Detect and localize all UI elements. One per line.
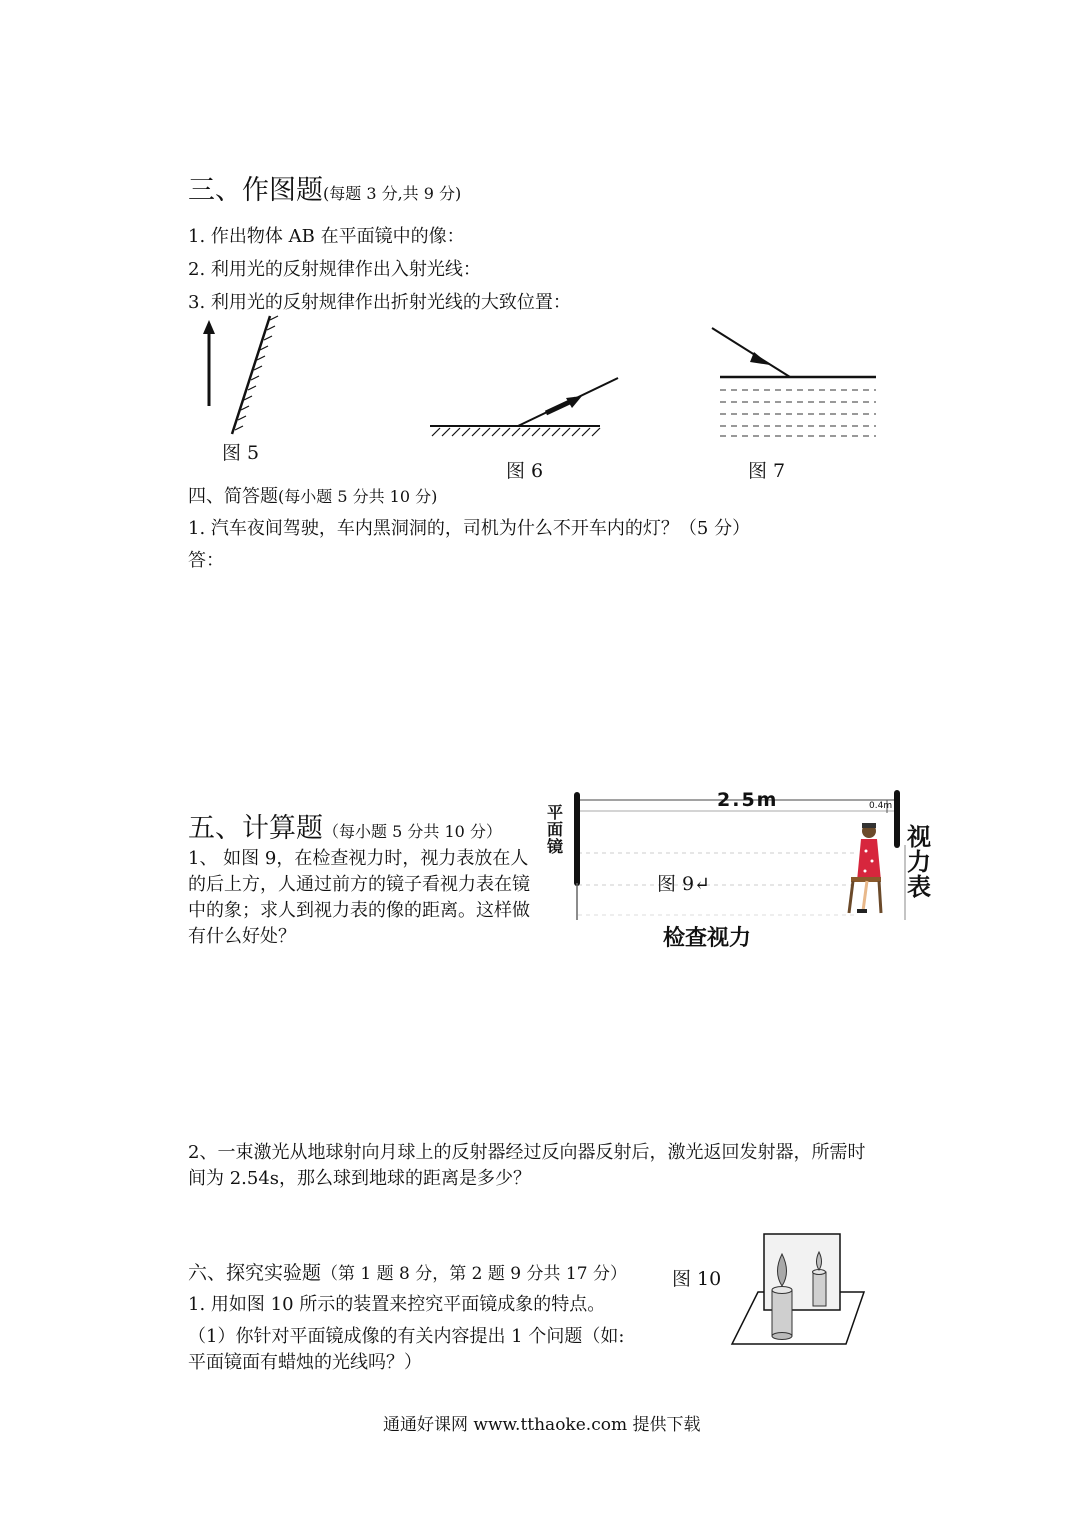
section4-title [188,482,437,508]
figure5-caption: 图 5 [222,442,260,464]
section6-sub1-line2: 平面镜面有蜡烛的光线吗？） [188,1352,422,1373]
section5-q1-line4: 有什么好处？ [188,926,296,947]
section6-title-text: 六、探究实验题 [188,1262,322,1284]
figure9-small-distance: 0.4m [869,801,893,811]
figure7-diagram [708,322,883,442]
section3-q3: 3. 利用光的反射规律作出折射光线的大致位置： [188,292,571,313]
figure6-caption: 图 6 [506,460,544,482]
section5-q2-line1: 2、一束激光从地球射向月球上的反射器经过反向器反射后，激光返回发射器，所需时 [188,1142,866,1163]
section4-title-text: 四、简答题 [188,486,278,507]
section6-score: （第 1 题 8 分，第 2 题 9 分共 17 分） [321,1264,627,1284]
section5-q2-line2: 间为 2.54s，那么球到地球的距离是多少？ [188,1168,532,1189]
figure6-diagram [428,372,608,442]
section5-q1-line2: 的后上方，人通过前方的镜子看视力表在镜 [188,874,530,895]
section6-sub1-line1: （1）你针对平面镜成像的有关内容提出 1 个问题（如: [188,1326,625,1347]
figure9 [545,785,935,955]
section3-q2: 2. 利用光的反射规律作出入射光线： [188,259,481,280]
section4-score: (每小题 5 分共 10 分) [278,487,438,506]
section5-title [188,806,502,845]
section4-q1: 1. 汽车夜间驾驶，车内黑洞洞的，司机为什么不开车内的灯？（5 分） [188,518,751,539]
section5-q1-line1: 1、 如图 9，在检查视力时，视力表放在人 [188,848,529,869]
section3-score: (每题 3 分,共 9 分) [323,184,462,203]
figure9-mirror-label: 平面镜 [546,803,563,856]
page-footer: 通通好课网 www.tthaoke.com 提供下载 [383,1415,701,1435]
section6-title [188,1258,627,1285]
figure9-title: 检查视力 [663,926,752,951]
section3-title [188,168,461,207]
figure9-distance: 2.5m [717,789,779,811]
figure10-diagram [728,1230,868,1350]
figure9-chart-label: 视力表 [907,823,931,902]
section4-answer: 答： [188,550,224,571]
section3-title-text: 三、作图题 [188,175,323,206]
figure9-caption: 图 9↵ [657,873,711,895]
section5-q1-line3: 中的象；求人到视力表的像的距离。这样做 [188,900,530,921]
section5-title-text: 五、计算题 [188,813,323,844]
figure7-caption: 图 7 [748,460,786,482]
figure10-caption: 图 10 [672,1268,722,1290]
person-icon [841,821,891,919]
section6-q1: 1. 用如图 10 所示的装置来控究平面镜成象的特点。 [188,1294,606,1315]
section3-q1: 1. 作出物体 AB 在平面镜中的像： [188,226,465,247]
figure5-diagram [190,310,300,440]
section5-score: （每小题 5 分共 10 分） [323,822,502,841]
